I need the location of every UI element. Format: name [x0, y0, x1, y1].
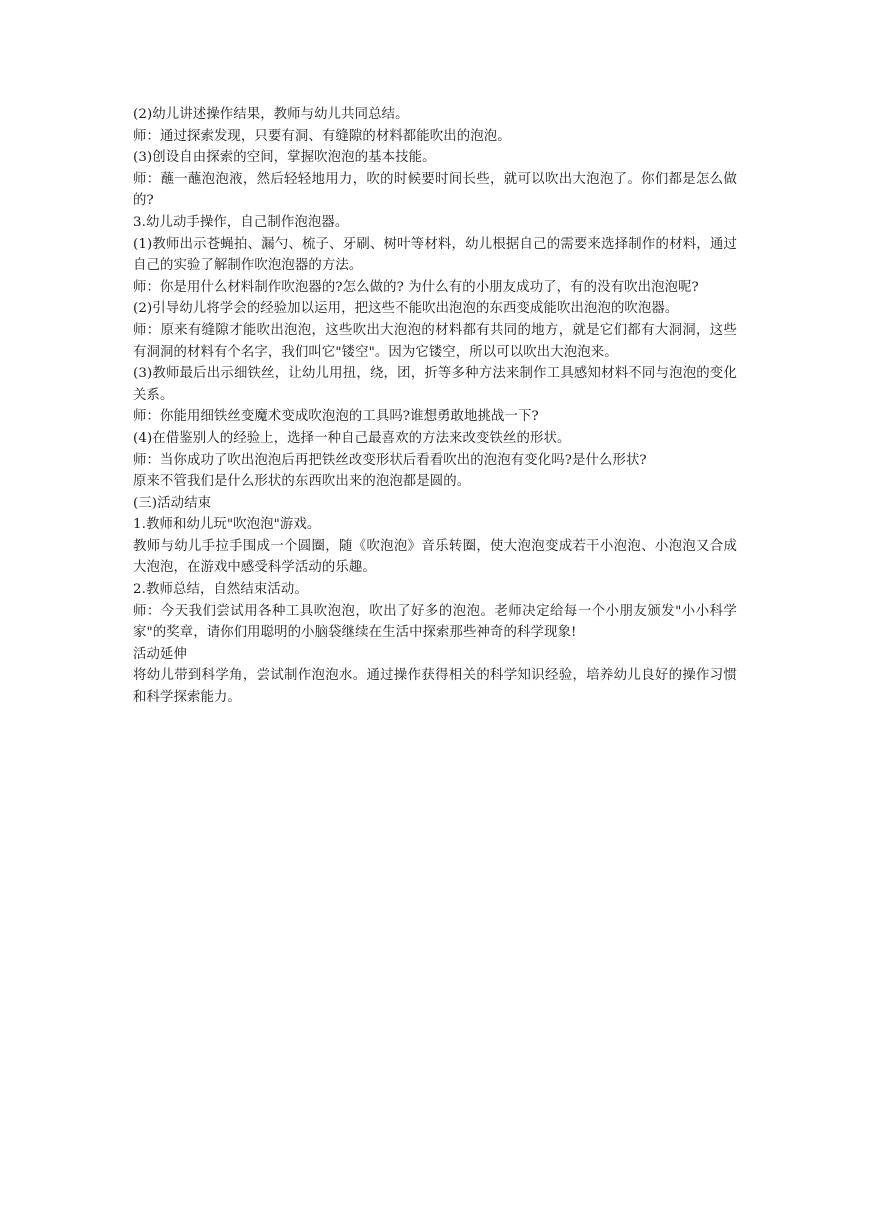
paragraph-5: 3.幼儿动手操作，自己制作泡泡器。 — [133, 214, 349, 230]
section-heading-activity-end: (三)活动结束 — [133, 495, 212, 511]
paragraph-12: (4)在借鉴别人的经验上，选择一种自己最喜欢的方法来改变铁丝的形状。 — [133, 430, 571, 446]
paragraph-9: 师：原来有缝隙才能吹出泡泡，这些吹出大泡泡的材料都有共同的地方，就是它们都有大洞洞，这些有洞洞的材料有个名字，我们叫它"镂空"。因为它镂空，所以可以吹出大泡泡来。 — [133, 322, 737, 360]
paragraph-7: 师：你是用什么材料制作吹泡器的?怎么做的? 为什么有的小朋友成功了，有的没有吹出泡泡呢? — [133, 279, 699, 295]
paragraph-13: 师：当你成功了吹出泡泡后再把铁丝改变形状后看看吹出的泡泡有变化吗?是什么形状? — [133, 452, 647, 468]
paragraph-16: 1.教师和幼儿玩"吹泡泡"游戏。 — [133, 517, 321, 533]
paragraph-3: (3)创设自由探索的空间，掌握吹泡泡的基本技能。 — [133, 150, 436, 166]
paragraph-8: (2)引导幼儿将学会的经验加以运用，把这些不能吹出泡泡的东西变成能吹出泡泡的吹泡器。 — [133, 301, 679, 317]
paragraph-18: 2.教师总结，自然结束活动。 — [133, 582, 308, 598]
paragraph-19: 师：今天我们尝试用各种工具吹泡泡，吹出了好多的泡泡。老师决定给每一个小朋友颁发"小小科学家"的奖章，请你们用聪明的小脑袋继续在生活中探索那些神奇的科学现象! — [133, 603, 737, 641]
paragraph-11: 师：你能用细铁丝变魔术变成吹泡泡的工具吗?谁想勇敢地挑战一下? — [133, 409, 539, 425]
paragraph-10: (3)教师最后出示细铁丝，让幼儿用扭，绕，团，折等多种方法来制作工具感知材料不同与泡泡的变化关系。 — [133, 366, 737, 403]
document-body — [133, 104, 737, 709]
paragraph-2: 师：通过探索发现，只要有洞、有缝隙的材料都能吹出的泡泡。 — [133, 128, 511, 144]
paragraph-14: 原来不管我们是什么形状的东西吹出来的泡泡都是圆的。 — [133, 474, 471, 490]
paragraph-4: 师：蘸一蘸泡泡液，然后轻轻地用力，吹的时候要时间长些，就可以吹出大泡泡了。你们都是怎么做的? — [133, 171, 737, 209]
paragraph-6: (1)教师出示苍蝇拍、漏勺、梳子、牙刷、树叶等材料，幼儿根据自己的需要来选择制作的材料，通过自己的实验了解制作吹泡泡器的方法。 — [133, 236, 737, 274]
paragraph-21: 将幼儿带到科学角，尝试制作泡泡水。通过操作获得相关的科学知识经验，培养幼儿良好的操作习惯和科学探索能力。 — [133, 668, 737, 706]
paragraph-1: (2)幼儿讲述操作结果，教师与幼儿共同总结。 — [133, 107, 409, 122]
paragraph-17: 教师与幼儿手拉手围成一个圆圈，随《吹泡泡》音乐转圈，使大泡泡变成若干小泡泡、小泡泡又合成大泡泡，在游戏中感受科学活动的乐趣。 — [133, 538, 737, 576]
section-heading-activity-extension: 活动延伸 — [133, 646, 187, 662]
